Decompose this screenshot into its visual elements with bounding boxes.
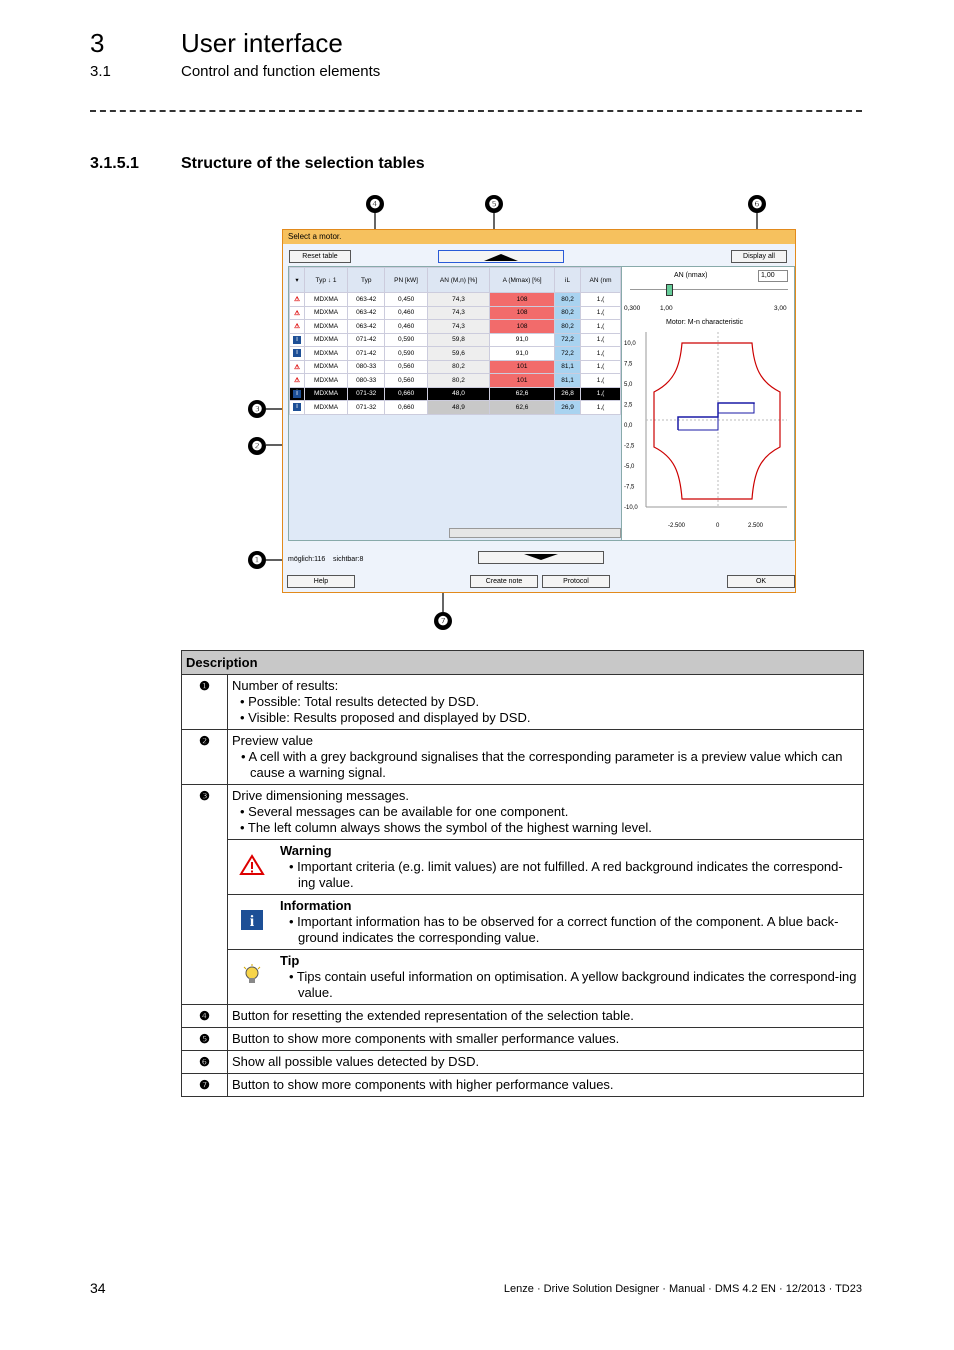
grid-cell: 74,3: [427, 306, 489, 320]
y-tick: 7,5: [624, 361, 633, 368]
table-row: [182, 1005, 864, 1028]
grid-cell: 81,1: [555, 374, 581, 388]
grid-cell: 48,9: [427, 401, 489, 415]
help-button[interactable]: Help: [287, 575, 355, 588]
grid-row[interactable]: [290, 333, 621, 347]
row-bullet: • A cell with a grey background signalises that the corresponding parameter is a preview value which can cause a warning signal.: [241, 749, 843, 780]
grid-cell: 1,(: [581, 360, 621, 374]
grid-row[interactable]: [290, 387, 621, 401]
grid-cell: 0,590: [385, 347, 428, 361]
grid-cell: 101: [490, 374, 555, 388]
table-row: [182, 1051, 864, 1074]
grid-cell: 1,(: [581, 347, 621, 361]
grid-cell: 48,0: [427, 387, 489, 401]
table-row: [182, 895, 864, 950]
grid-cell: 0,590: [385, 333, 428, 347]
y-tick: 5,0: [624, 382, 633, 388]
info-icon: i: [290, 387, 305, 401]
table-row: [182, 1074, 864, 1097]
grid-row[interactable]: [290, 401, 621, 415]
warning-icon: ⚠: [290, 360, 305, 374]
reset-table-button[interactable]: Reset table: [289, 250, 351, 263]
y-tick: -5,0: [624, 464, 635, 470]
row-text: Button to show more components with higher performance values.: [228, 1074, 864, 1097]
filter-col[interactable]: ▾: [290, 268, 305, 293]
grid-cell: 72,2: [555, 347, 581, 361]
col-header[interactable]: AN (nm: [581, 268, 621, 293]
grid-cell: 91,0: [490, 347, 555, 361]
lightbulb-icon: [241, 963, 263, 987]
grid-cell: 80,2: [555, 320, 581, 334]
slider-label: AN (nmax): [674, 272, 708, 279]
grid-cell: 74,3: [427, 320, 489, 334]
slider-track[interactable]: [630, 289, 788, 290]
horizontal-scrollbar[interactable]: [449, 528, 621, 538]
info-icon: i: [290, 401, 305, 415]
table-header: Description: [182, 651, 864, 675]
table-row: [182, 840, 864, 895]
row-number: ❹: [182, 1005, 228, 1028]
svg-text:i: i: [249, 913, 255, 930]
grid-cell: MDXMA: [305, 374, 348, 388]
grid-row[interactable]: [290, 374, 621, 388]
info-icon: i: [290, 347, 305, 361]
info-icon: i: [290, 333, 305, 347]
msg-title: Tip: [280, 953, 300, 968]
table-row: [182, 950, 864, 1005]
grid-cell: 071-42: [348, 333, 385, 347]
grid-cell: 80,2: [555, 306, 581, 320]
info-icon: [240, 909, 264, 931]
grid-cell: 080-33: [348, 360, 385, 374]
grid-cell: 1,(: [581, 374, 621, 388]
slider-handle[interactable]: [666, 284, 673, 296]
grid-cell: 1,(: [581, 387, 621, 401]
grid-cell: 1,(: [581, 320, 621, 334]
grid-cell: 108: [490, 293, 555, 307]
create-note-button[interactable]: Create note: [470, 575, 538, 588]
row-text: Button for resetting the extended representation of the selection table.: [228, 1005, 864, 1028]
result-count: [288, 556, 363, 563]
protocol-button[interactable]: Protocol: [542, 575, 610, 588]
grid-cell: 0,660: [385, 401, 428, 415]
row-number: ❻: [182, 1051, 228, 1074]
grid-cell: 063-42: [348, 293, 385, 307]
row-number: ❺: [182, 1028, 228, 1051]
grid-cell: 1,(: [581, 401, 621, 415]
callout-4: ❹: [366, 195, 384, 213]
grid-cell: 59,8: [427, 333, 489, 347]
warning-icon: ⚠: [290, 374, 305, 388]
msg-text: • Tips contain useful information on optimisation. A yellow background indicates the correspond-ing value.: [289, 969, 857, 1000]
grid-cell: 071-32: [348, 401, 385, 415]
warning-icon: [239, 854, 265, 876]
grid-cell: 91,0: [490, 333, 555, 347]
section-title: Control and function elements: [181, 63, 381, 80]
chart-panel: [621, 266, 795, 541]
callout-7: ❼: [434, 612, 452, 630]
warning-icon: ⚠: [290, 320, 305, 334]
row-number: ❼: [182, 1074, 228, 1097]
grid-cell: 80,2: [427, 374, 489, 388]
dialog-title: Select a motor.: [283, 230, 795, 244]
col-header[interactable]: AN (M,n) [%]: [427, 268, 489, 293]
grid-cell: 0,660: [385, 387, 428, 401]
grid-row[interactable]: [290, 347, 621, 361]
slider-tick: 1,00: [660, 305, 673, 312]
row-text: Button to show more components with smaller performance values.: [228, 1028, 864, 1051]
slider-value-field[interactable]: 1,00: [758, 270, 788, 282]
grid-row[interactable]: [290, 293, 621, 307]
msg-text: • Important criteria (e.g. limit values) are not fulfilled. A red background indicates the correspond-ing value.: [289, 859, 843, 890]
row-number: ❷: [182, 730, 228, 785]
table-row: [182, 675, 864, 730]
grid-cell: MDXMA: [305, 320, 348, 334]
grid-cell: 108: [490, 306, 555, 320]
slider-tick: 0,300: [624, 305, 641, 312]
row-title: Drive dimensioning messages.: [232, 788, 410, 803]
y-tick: 2,5: [624, 402, 633, 409]
grid-cell: MDXMA: [305, 306, 348, 320]
subsection-title: Structure of the selection tables: [181, 155, 425, 172]
callout-5: ❺: [485, 195, 503, 213]
chapter-number: 3: [90, 28, 105, 58]
chart-title: Motor: M-n characteristic: [666, 319, 744, 326]
callout-6: ❻: [748, 195, 766, 213]
y-tick: -10,0: [624, 505, 638, 511]
grid-cell: 0,560: [385, 374, 428, 388]
row-bullet: • Several messages can be available for one component.: [240, 804, 569, 819]
selection-table: [288, 266, 622, 541]
grid-cell: 81,1: [555, 360, 581, 374]
col-header[interactable]: PN [kW]: [385, 268, 428, 293]
row-title: Number of results:: [232, 678, 339, 693]
display-all-button[interactable]: Display all: [731, 250, 787, 263]
grid-cell: 80,2: [555, 293, 581, 307]
table-row: [182, 730, 864, 785]
grid-cell: 101: [490, 360, 555, 374]
callout-2: ❷: [248, 437, 266, 455]
visible-count: sichtbar:8: [333, 556, 364, 563]
grid-cell: 0,460: [385, 306, 428, 320]
footer-doc-info: Lenze · Drive Solution Designer · Manual · DMS 4.2 EN · 12/2013 · TD23: [503, 1283, 862, 1295]
grid-cell: 62,6: [490, 387, 555, 401]
grid-cell: 74,3: [427, 293, 489, 307]
col-header[interactable]: Typ: [348, 268, 385, 293]
row-number: ❶: [182, 675, 228, 730]
row-bullet: • Possible: Total results detected by DSD.: [240, 694, 480, 709]
callout-3: ❸: [248, 400, 266, 418]
row-bullet: • The left column always shows the symbol of the highest warning level.: [240, 820, 652, 835]
col-header[interactable]: iL: [555, 268, 581, 293]
y-tick: 0,0: [624, 423, 633, 429]
callout-1: ❶: [248, 551, 266, 569]
mn-characteristic-chart: [622, 327, 794, 540]
grid-cell: MDXMA: [305, 360, 348, 374]
y-tick: 10,0: [624, 341, 636, 347]
msg-title: Warning: [280, 843, 332, 858]
x-tick: 0: [716, 523, 720, 529]
subsection-number: 3.1.5.1: [90, 155, 139, 172]
grid-cell: 071-42: [348, 347, 385, 361]
smaller-values-button[interactable]: [438, 250, 564, 263]
row-number: ❸: [182, 785, 228, 1005]
grid-cell: 1,(: [581, 306, 621, 320]
grid-cell: 1,(: [581, 333, 621, 347]
arrow-down-icon: [479, 552, 603, 563]
y-tick: -7,5: [624, 484, 635, 491]
row-title: Preview value: [232, 733, 313, 748]
chapter-title: User interface: [181, 28, 343, 58]
grid-cell: 80,2: [427, 360, 489, 374]
grid-cell: 1,(: [581, 293, 621, 307]
y-tick: -2,5: [624, 443, 635, 450]
possible-count: möglich:116: [288, 556, 326, 563]
col-header[interactable]: Typ ↓ 1: [305, 268, 348, 293]
grid-cell: 26,8: [555, 387, 581, 401]
table-row: [182, 785, 864, 840]
grid-cell: 26,9: [555, 401, 581, 415]
arrow-up-icon: [439, 251, 563, 262]
select-motor-dialog: [282, 229, 796, 593]
warning-icon: ⚠: [290, 306, 305, 320]
grid-cell: MDXMA: [305, 387, 348, 401]
page-number: 34: [90, 1280, 106, 1296]
row-text: Show all possible values detected by DSD.: [228, 1051, 864, 1074]
grid-cell: 59,6: [427, 347, 489, 361]
grid-cell: 0,460: [385, 320, 428, 334]
x-tick: 2.500: [748, 523, 764, 529]
grid-cell: 071-32: [348, 387, 385, 401]
larger-values-button[interactable]: [478, 551, 604, 564]
ok-button[interactable]: OK: [727, 575, 795, 588]
grid-cell: 0,450: [385, 293, 428, 307]
msg-text: • Important information has to be observed for a correct function of the component. A blue back-ground indicates the corresponding value.: [289, 914, 839, 945]
grid-row[interactable]: [290, 306, 621, 320]
grid-row[interactable]: [290, 320, 621, 334]
grid-cell: 62,6: [490, 401, 555, 415]
grid-cell: 063-42: [348, 306, 385, 320]
warning-icon: ⚠: [290, 293, 305, 307]
x-tick: -2.500: [668, 523, 686, 529]
msg-title: Information: [280, 898, 352, 913]
grid-cell: MDXMA: [305, 333, 348, 347]
table-row: [182, 1028, 864, 1051]
section-number: 3.1: [90, 63, 111, 80]
grid-cell: MDXMA: [305, 347, 348, 361]
grid-cell: 72,2: [555, 333, 581, 347]
row-bullet: • Visible: Results proposed and displayed by DSD.: [240, 710, 531, 725]
grid-cell: 080-33: [348, 374, 385, 388]
grid-cell: 0,560: [385, 360, 428, 374]
slider-tick: 3,00: [774, 305, 787, 312]
grid-cell: 063-42: [348, 320, 385, 334]
grid-row[interactable]: [290, 360, 621, 374]
grid-cell: 108: [490, 320, 555, 334]
grid-cell: MDXMA: [305, 401, 348, 415]
col-header[interactable]: A (Mmax) [%]: [490, 268, 555, 293]
grid-cell: MDXMA: [305, 293, 348, 307]
description-table: [181, 650, 864, 1097]
